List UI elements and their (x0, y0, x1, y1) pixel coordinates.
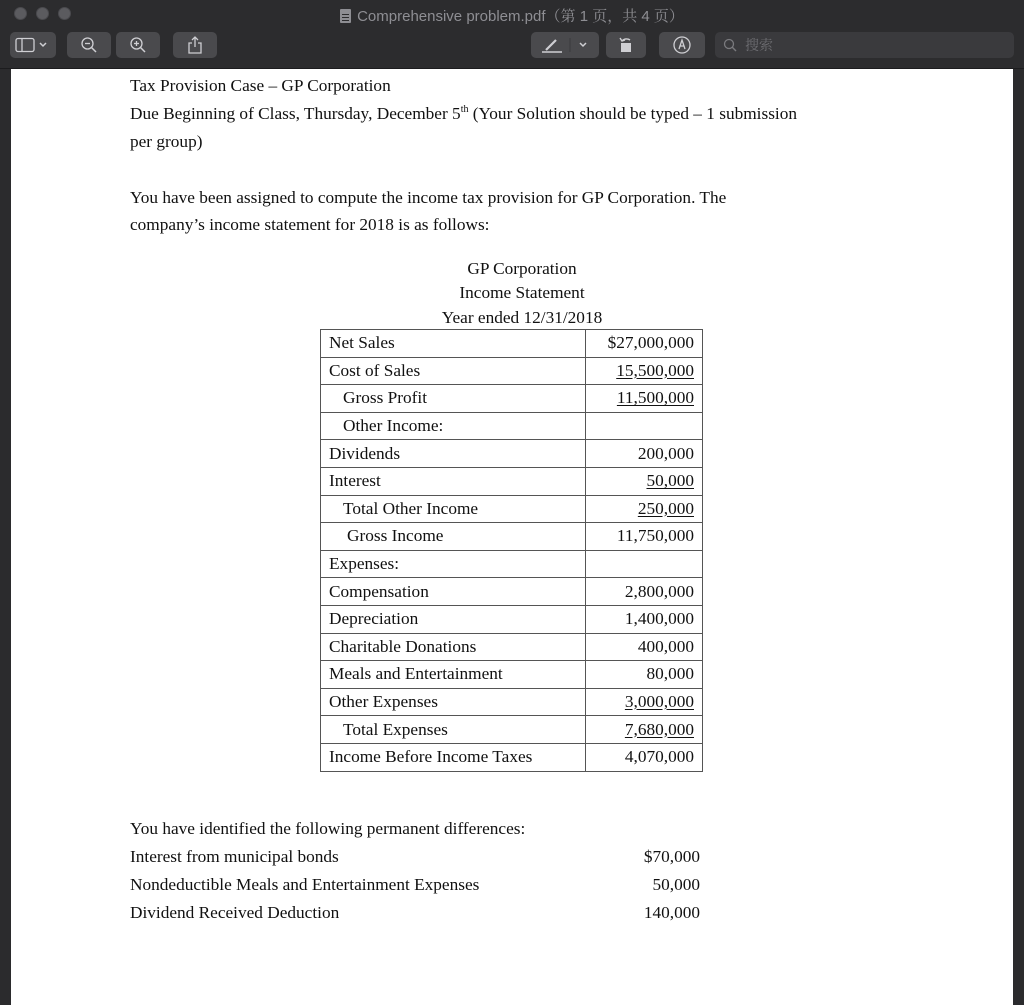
table-row (321, 633, 703, 661)
search-input[interactable] (743, 36, 997, 54)
row-label: Cost of Sales (321, 357, 586, 385)
row-amount: 15,500,000 (616, 360, 694, 380)
list-item (130, 903, 700, 923)
item-label: Nondeductible Meals and Entertainment Expenses (130, 875, 480, 894)
list-item (130, 847, 700, 867)
statement-period: Year ended 12/31/2018 (441, 308, 603, 327)
row-label: Income Before Income Taxes (321, 743, 586, 771)
search-icon (723, 38, 737, 52)
table-row (321, 523, 703, 551)
row-label: Net Sales (321, 330, 586, 358)
row-amount: 11,750,000 (586, 523, 703, 551)
share-icon (187, 36, 203, 54)
table-row (321, 661, 703, 689)
window-title-text: Comprehensive problem.pdf（第 1 页，共 4 页） (357, 8, 684, 25)
row-amount-cell (586, 495, 703, 523)
table-row (321, 440, 703, 468)
row-amount-cell (586, 716, 703, 744)
markup-icon (672, 35, 692, 55)
sidebar-toggle-button[interactable] (10, 32, 56, 58)
due-line-post: (Your Solution should be typed – 1 submission (468, 104, 798, 123)
row-label: Expenses: (321, 550, 586, 578)
zoom-out-button[interactable] (67, 32, 111, 58)
item-label: Interest from municipal bonds (130, 847, 339, 866)
rotate-button[interactable] (606, 32, 646, 58)
row-amount: 3,000,000 (624, 692, 694, 712)
zoom-in-icon (129, 36, 147, 54)
statement-company: GP Corporation (467, 259, 577, 278)
table-row (321, 357, 703, 385)
rotate-icon (617, 36, 635, 54)
row-amount-cell (586, 357, 703, 385)
sidebar-icon (15, 37, 51, 53)
item-amount: $70,000 (643, 847, 700, 866)
window-title (0, 5, 1024, 26)
row-amount: 4,070,000 (586, 743, 703, 771)
table-row (321, 412, 703, 440)
header-title: Tax Provision Case – GP Corporation (130, 76, 391, 95)
permanent-differences-intro: You have identified the following permanent differences: (130, 819, 526, 838)
row-label: Gross Income (321, 523, 586, 551)
row-label: Other Expenses (321, 688, 586, 716)
share-button[interactable] (173, 32, 217, 58)
pdf-page (11, 69, 1013, 1005)
table-row (321, 330, 703, 358)
row-label: Gross Profit (321, 385, 586, 413)
table-row (321, 578, 703, 606)
window-titlebar (0, 0, 1024, 29)
zoom-in-button[interactable] (116, 32, 160, 58)
header-due-line (130, 104, 797, 124)
row-amount: 1,400,000 (586, 605, 703, 633)
toolbar (0, 29, 1024, 69)
item-label: Dividend Received Deduction (130, 903, 340, 922)
intro-line-1: You have been assigned to compute the income tax provision for GP Corporation. The (130, 188, 727, 207)
item-amount: 140,000 (643, 903, 700, 922)
row-amount: 80,000 (586, 661, 703, 689)
row-amount: 7,680,000 (624, 719, 694, 739)
row-amount-cell (586, 385, 703, 413)
row-amount (586, 550, 703, 578)
row-label: Dividends (321, 440, 586, 468)
annotate-button[interactable] (659, 32, 705, 58)
row-amount: 2,800,000 (586, 578, 703, 606)
table-row (321, 688, 703, 716)
pen-icon (536, 36, 594, 54)
row-amount: 250,000 (637, 498, 694, 518)
income-statement-table (320, 329, 703, 772)
zoom-out-icon (80, 36, 98, 54)
item-amount: 50,000 (652, 875, 700, 894)
table-row (321, 550, 703, 578)
row-amount: $27,000,000 (586, 330, 703, 358)
row-label: Total Expenses (321, 716, 586, 744)
row-amount: 400,000 (586, 633, 703, 661)
statement-title: Income Statement (459, 283, 585, 302)
row-label: Depreciation (321, 605, 586, 633)
row-amount: 50,000 (646, 471, 694, 491)
list-item (130, 875, 700, 895)
table-row (321, 385, 703, 413)
row-amount: 200,000 (586, 440, 703, 468)
row-label: Other Income: (321, 412, 586, 440)
due-line-sup: th (460, 104, 469, 115)
pdf-document-icon (340, 9, 351, 23)
row-label: Compensation (321, 578, 586, 606)
row-label: Meals and Entertainment (321, 661, 586, 689)
due-line-text: Due Beginning of Class, Thursday, December 5 (130, 104, 461, 123)
table-row (321, 495, 703, 523)
header-group-line: per group) (130, 132, 203, 151)
table-row (321, 605, 703, 633)
row-amount: 11,500,000 (616, 388, 694, 408)
table-row (321, 467, 703, 495)
row-amount-cell (586, 467, 703, 495)
row-amount (586, 412, 703, 440)
intro-line-2: company’s income statement for 2018 is as follows: (130, 215, 490, 234)
row-label: Charitable Donations (321, 633, 586, 661)
markup-highlight-button[interactable] (531, 32, 599, 58)
table-row (321, 743, 703, 771)
row-label: Total Other Income (321, 495, 586, 523)
search-field[interactable] (715, 32, 1014, 58)
row-label: Interest (321, 467, 586, 495)
table-row (321, 716, 703, 744)
row-amount-cell (586, 688, 703, 716)
